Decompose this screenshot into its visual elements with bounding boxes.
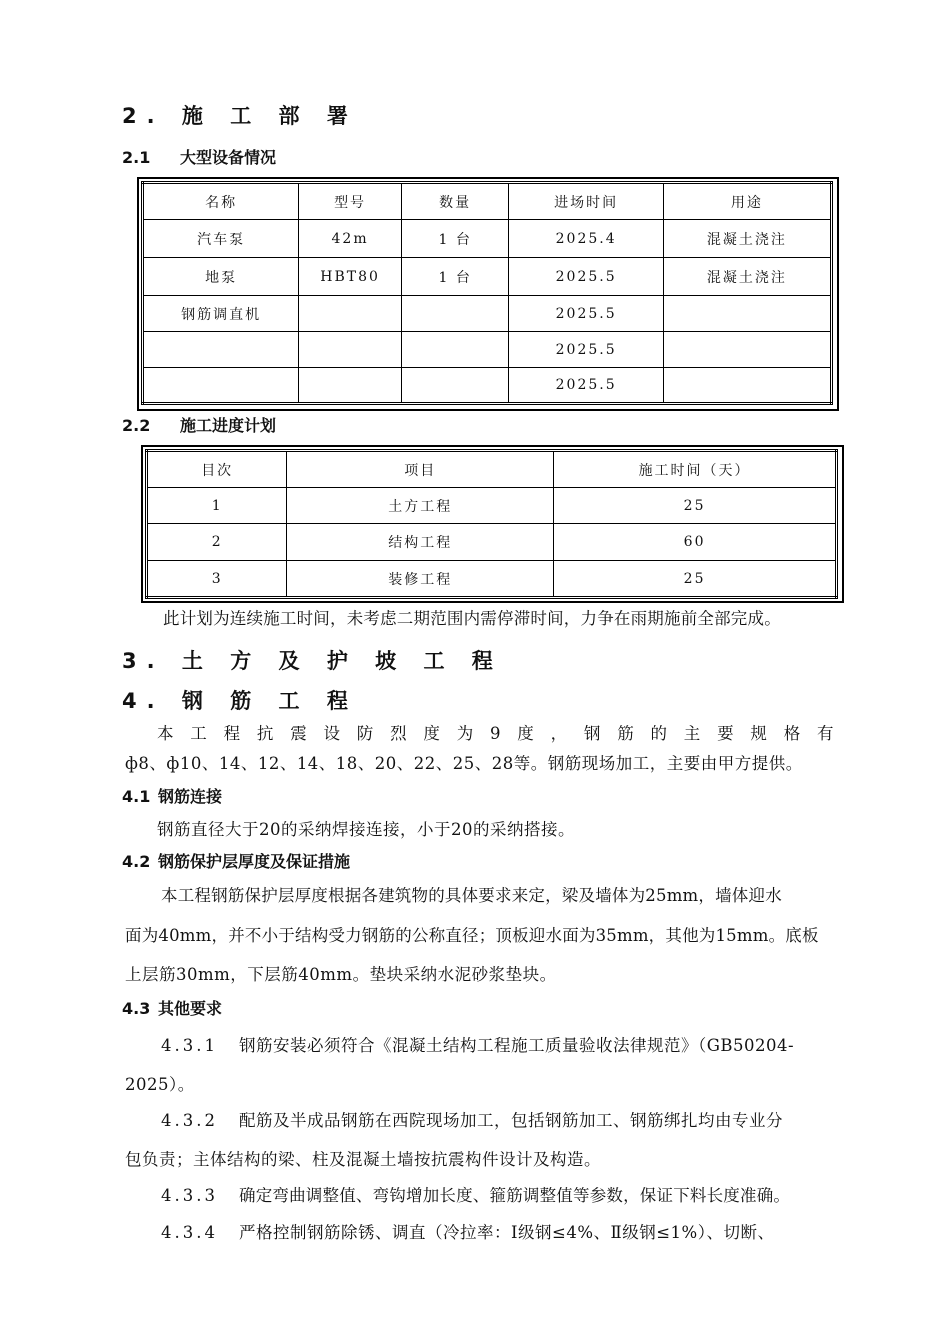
table-cell: 25 <box>554 561 837 598</box>
header-cell: 数量 <box>401 183 508 220</box>
header-cell: 目次 <box>147 451 287 488</box>
table-row <box>143 332 832 368</box>
schedule-table <box>145 449 838 599</box>
table-row <box>143 368 832 404</box>
section-2-heading <box>122 100 358 130</box>
header-cell: 型号 <box>299 183 402 220</box>
subsection-title: 其他要求 <box>158 999 223 1018</box>
table-cell: 42m <box>299 220 402 258</box>
item-number: 4.3.4 <box>161 1223 218 1242</box>
table-header-row <box>143 183 832 220</box>
table-row <box>143 220 832 258</box>
table-cell: 3 <box>147 561 287 598</box>
item-text: 配筋及半成品钢筋在西院现场加工，包括钢筋加工、钢筋绑扎均由专业分 <box>239 1111 783 1130</box>
item-number: 4.3.1 <box>161 1036 218 1055</box>
table-cell: 钢筋调直机 <box>143 296 299 332</box>
item-text: 钢筋安装必须符合《混凝土结构工程施工质量验收法律规范》（GB50204- <box>239 1036 795 1055</box>
table-cell: 2025.5 <box>509 258 663 296</box>
table-cell: 2 <box>147 524 287 561</box>
item-number: 4.3.2 <box>161 1111 218 1130</box>
subsection-number: 4.3 <box>122 999 151 1018</box>
item-4-3-1 <box>161 1032 794 1056</box>
item-4-3-1-continued: 2025）。 <box>125 1075 195 1094</box>
table-cell: 2025.5 <box>509 296 663 332</box>
section-number: 2. <box>122 104 165 128</box>
item-4-3-4 <box>161 1219 775 1243</box>
schedule-note: 此计划为连续施工时间，未考虑二期范围内需停滞时间，力争在雨期施前全部完成。 <box>163 609 781 628</box>
header-cell: 用途 <box>663 183 831 220</box>
table-row <box>147 488 837 524</box>
table-row <box>147 524 837 561</box>
table-cell <box>663 332 831 368</box>
header-cell: 项目 <box>287 451 554 488</box>
item-4-3-3 <box>161 1182 790 1206</box>
subsection-number: 2.1 <box>122 148 151 167</box>
subsection-title: 钢筋保护层厚度及保证措施 <box>158 852 351 871</box>
table-cell <box>143 368 299 404</box>
table-cell: 1 台 <box>401 220 508 258</box>
paragraph-line: 上层筋30mm，下层筋40mm。垫块采纳水泥砂浆垫块。 <box>125 965 557 984</box>
subsection-4-3-heading <box>122 996 222 1019</box>
header-cell: 名称 <box>143 183 299 220</box>
section-title: 钢 筋 工 程 <box>181 689 358 713</box>
subsection-2-2-heading <box>122 413 276 436</box>
table-cell: 25 <box>554 488 837 524</box>
table-cell <box>401 368 508 404</box>
table-header-row <box>147 451 837 488</box>
table-cell: HBT80 <box>299 258 402 296</box>
table-cell <box>299 296 402 332</box>
section-title: 土 方 及 护 坡 工 程 <box>181 649 503 673</box>
table-cell: 土方工程 <box>287 488 554 524</box>
item-4-3-2 <box>161 1107 783 1131</box>
header-cell: 进场时间 <box>509 183 663 220</box>
table-row <box>143 296 832 332</box>
paragraph-line: 本工程钢筋保护层厚度根据各建筑物的具体要求来定，梁及墙体为25mm，墙体迎水 <box>161 886 782 905</box>
section-4-heading <box>122 685 358 715</box>
subsection-title: 施工进度计划 <box>180 416 277 435</box>
header-cell: 施工时间（天） <box>554 451 837 488</box>
item-text: 严格控制钢筋除锈、调直（冷拉率：Ⅰ级钢≤4%、Ⅱ级钢≤1%）、切断、 <box>239 1223 775 1242</box>
subsection-4-1-heading <box>122 784 222 807</box>
table-cell <box>299 332 402 368</box>
subsection-title: 大型设备情况 <box>180 148 277 167</box>
item-4-3-2-continued: 包负责；主体结构的梁、柱及混凝土墙按抗震构件设计及构造。 <box>125 1150 601 1169</box>
table-cell: 地泵 <box>143 258 299 296</box>
table-cell <box>401 296 508 332</box>
table-cell: 2025.5 <box>509 368 663 404</box>
item-number: 4.3.3 <box>161 1186 218 1205</box>
table-cell: 混凝土浇注 <box>663 258 831 296</box>
subsection-number: 4.1 <box>122 787 151 806</box>
table-cell: 结构工程 <box>287 524 554 561</box>
section-number: 4. <box>122 689 165 713</box>
equipment-table <box>141 181 833 405</box>
table-cell: 混凝土浇注 <box>663 220 831 258</box>
table-cell: 汽车泵 <box>143 220 299 258</box>
item-text: 确定弯曲调整值、弯钩增加长度、箍筋调整值等参数，保证下料长度准确。 <box>239 1186 791 1205</box>
section-number: 3. <box>122 649 165 673</box>
table-cell: 2025.4 <box>509 220 663 258</box>
table-row <box>143 258 832 296</box>
subsection-title: 钢筋连接 <box>158 787 223 806</box>
table-cell <box>401 332 508 368</box>
subsection-2-1-heading <box>122 145 276 168</box>
table-cell <box>663 368 831 404</box>
paragraph-line: 面为40mm，并不小于结构受力钢筋的公称直径；顶板迎水面为35mm，其他为15mm。底板 <box>125 926 819 945</box>
table-cell <box>299 368 402 404</box>
table-cell: 装修工程 <box>287 561 554 598</box>
section-4-intro-line-1: 本工程抗震设防烈度为9度，钢筋的主要规格有 <box>157 724 851 743</box>
section-4-1-text: 钢筋直径大于20的采纳焊接连接，小于20的采纳搭接。 <box>157 820 575 839</box>
table-cell: 2025.5 <box>509 332 663 368</box>
section-title: 施 工 部 署 <box>181 104 358 128</box>
table-cell: 1 台 <box>401 258 508 296</box>
table-cell: 60 <box>554 524 837 561</box>
subsection-4-2-heading <box>122 849 350 872</box>
subsection-number: 4.2 <box>122 852 151 871</box>
table-cell <box>143 332 299 368</box>
section-3-heading <box>122 645 503 675</box>
table-cell: 1 <box>147 488 287 524</box>
table-cell <box>663 296 831 332</box>
table-row <box>147 561 837 598</box>
section-4-intro-line-2: ф8、ф10、14、12、14、18、20、22、25、28等。钢筋现场加工，主要由甲方提供。 <box>125 754 803 773</box>
subsection-number: 2.2 <box>122 416 151 435</box>
